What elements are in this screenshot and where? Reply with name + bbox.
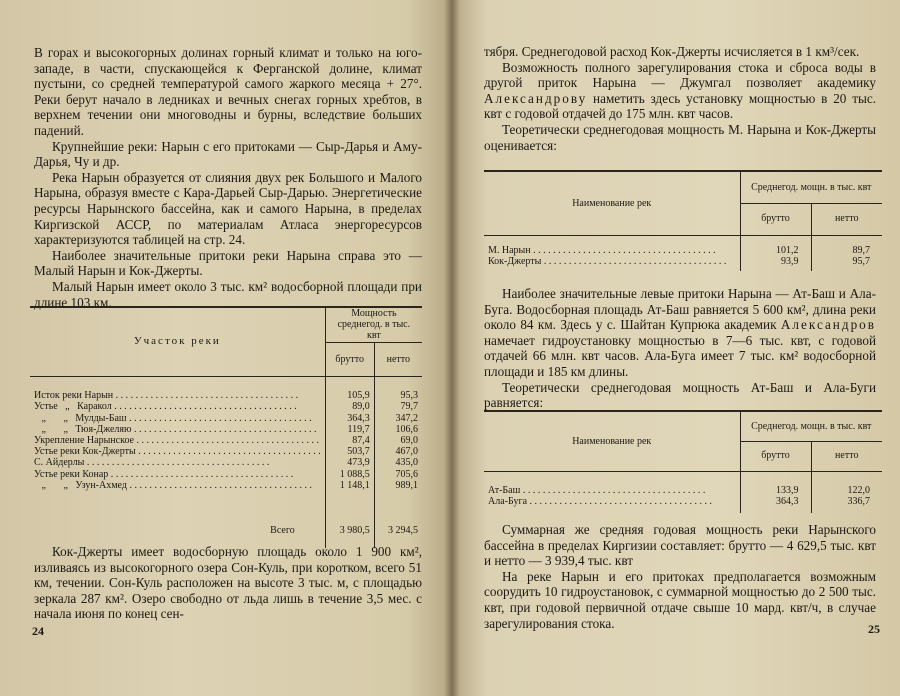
table1-header-brutto: брутто: [740, 203, 811, 235]
paragraph-naryn: Река Нарын образуется от слияния двух рек Большого и Малого Нарына, образуя вместе с Кара-Дарьей Сыр-Дарью. Энергетические ресурсы Нарынского бассейна, как и самого Нарына, в пределах Киргизской АССР, по материалам Атласа энергоресурсов характеризуются таблицей на стр. 24.: [34, 169, 422, 248]
table1-header-netto: нетто: [811, 203, 882, 235]
page-number-right: 25: [868, 622, 880, 636]
paragraph-climate: В горах и высокогорных долинах горный климат и только на юго-западе, в части, спускающейся к Ферганской долине, климат пустыни, со средней температурой самого жаркого месяца + 27°. Реки берут начало в ледниках и вечных снегах горных хребтов, в верхнем течении они многоводны и бурны, вследствие больших падений.: [34, 45, 422, 138]
paragraph-regulation: Возможность полного зарегулирования стока и сброса воды в другой приток Нарына — Джумгал позволяет академику Александрову наметить здесь установку мощностью в 20 тыс. квт с годовой отдачей до 175 млн. квт часов.: [484, 59, 876, 122]
paragraph-tributaries: Наиболее значительные притоки реки Нарына справа это — Малый Нарын и Кок-Джерты.: [34, 247, 422, 279]
table-row: Устье реки Конар . . . 1 088,5 705,6: [30, 469, 422, 480]
paragraph-theoretical-1: Теоретически среднегодовая мощность М. Нарына и Кок-Джерты оценивается:: [484, 121, 876, 153]
paragraph-maly-naryn: Малый Нарын имеет около 3 тыс. км² водосборной площади при длине 103 км.: [34, 278, 422, 310]
table-row: Исток реки Нарын . . . 105,9 95,3: [30, 390, 422, 401]
table-row: Укрепление Нарынское . . . 87,4 69,0: [30, 435, 422, 446]
table-header-brutto: брутто: [325, 342, 374, 376]
table2-header-brutto: брутто: [740, 441, 811, 471]
table-row: „ „ Мулды-Баш . . . 364,3 347,2: [30, 413, 422, 424]
table2-header-name: Наименование рек: [484, 411, 740, 471]
table-header-section: Участок реки: [30, 307, 325, 376]
left-text-bottom: [34, 544, 422, 622]
right-text-top: [484, 44, 876, 153]
table1-header-power: Среднегод. мощн. в тыс. квт: [740, 171, 882, 203]
table2-header-netto: нетто: [811, 441, 882, 471]
table-row: „ „ Тюя-Джеляю . . . 119,7 106,6: [30, 424, 422, 435]
table-row: С. Айдерлы . . . 473,9 435,0: [30, 457, 422, 468]
right-page: [452, 0, 900, 696]
table-row: Устье реки Кок-Джерты . . . 503,7 467,0: [30, 446, 422, 457]
table-row: Устье „ Каракол . . . 89,0 79,7: [30, 401, 422, 412]
table1-header-name: Наименование рек: [484, 171, 740, 235]
left-text-top: [34, 45, 422, 310]
atbash-alabuga-table: [484, 410, 882, 513]
paragraph-kok-djerty: Кок-Джерты имеет водосборную площадь около 1 900 км², изливаясь из высокогорного озера Сон-Куль, при коротком, всего 51 км, течении. Сон-Куль расположен на высоте 3 тыс. м, с площадью зеркала 287 км². Озеро свободно от льда лишь в течение 3,5 мес. с начала июня по конец сен-: [34, 544, 422, 622]
page-number-left: 24: [32, 624, 44, 638]
paragraph-flow: тября. Среднегодовой расход Кок-Джерты исчисляется в 1 км³/сек.: [484, 44, 860, 59]
table-row: Ат-Баш . . . 133,9 122,0: [484, 485, 882, 496]
table-row: Кок-Джерты . . . 93,9 95,7: [484, 256, 882, 267]
book-gutter: [444, 0, 460, 696]
table-header-power: Мощность среднегод. в тыс. квт: [325, 307, 422, 342]
paragraph-rivers: Крупнейшие реки: Нарын с его притоками — Сыр-Дарья и Аму-Дарья, Чу и др.: [34, 138, 422, 170]
table-total-row: Всего 3 980,5 3 294,5: [30, 525, 422, 536]
paragraph-theoretical-2: Теоретически среднегодовая мощность Ат-Баш и Ала-Буги равняется:: [484, 379, 876, 411]
paragraph-plans: На реке Нарын и его притоках предполагается возможным соорудить 10 гидроустановок, с суммарной мощностью до 2 500 тыс. квт, при годовой первичной отдаче свыше 10 мард. квт/ч, в случае зарегулирования стока.: [484, 568, 876, 631]
paragraph-total: Суммарная же средняя годовая мощность реки Нарынского бассейна в пределах Киргизии составляет: брутто — 4 629,5 тыс. квт и нетто — 3 939,4 тыс. квт: [484, 522, 876, 569]
table-row: Ала-Буга . . . 364,3 336,7: [484, 496, 882, 507]
paragraph-left-tributaries: Наиболее значительные левые притоки Нарына — Ат-Баш и Ала-Буга. Водосборная площадь Ат-Баш равняется 5 600 км², длина реки около 84 км. Здесь у с. Шайтан Купрюка академик Александров намечает гидроустановку мощностью в 7—6 тыс. квт, с годовой отдачей 66 млн. квт часов. Ала-Буга имеет 7 тыс. км² водосборной площади и 185 км длины.: [484, 286, 876, 379]
right-text-middle: [484, 286, 876, 411]
right-text-bottom: [484, 522, 876, 631]
table-row: М. Нарын . . . 101,2 89,7: [484, 245, 882, 256]
table-row: „ „ Узун-Ахмед . . . 1 148,1 989,1: [30, 480, 422, 491]
table2-header-power: Среднегод. мощн. в тыс. квт: [740, 411, 882, 441]
naryn-power-table: [30, 306, 422, 548]
naryn-kok-table: [484, 170, 882, 271]
table-header-netto: нетто: [374, 342, 422, 376]
